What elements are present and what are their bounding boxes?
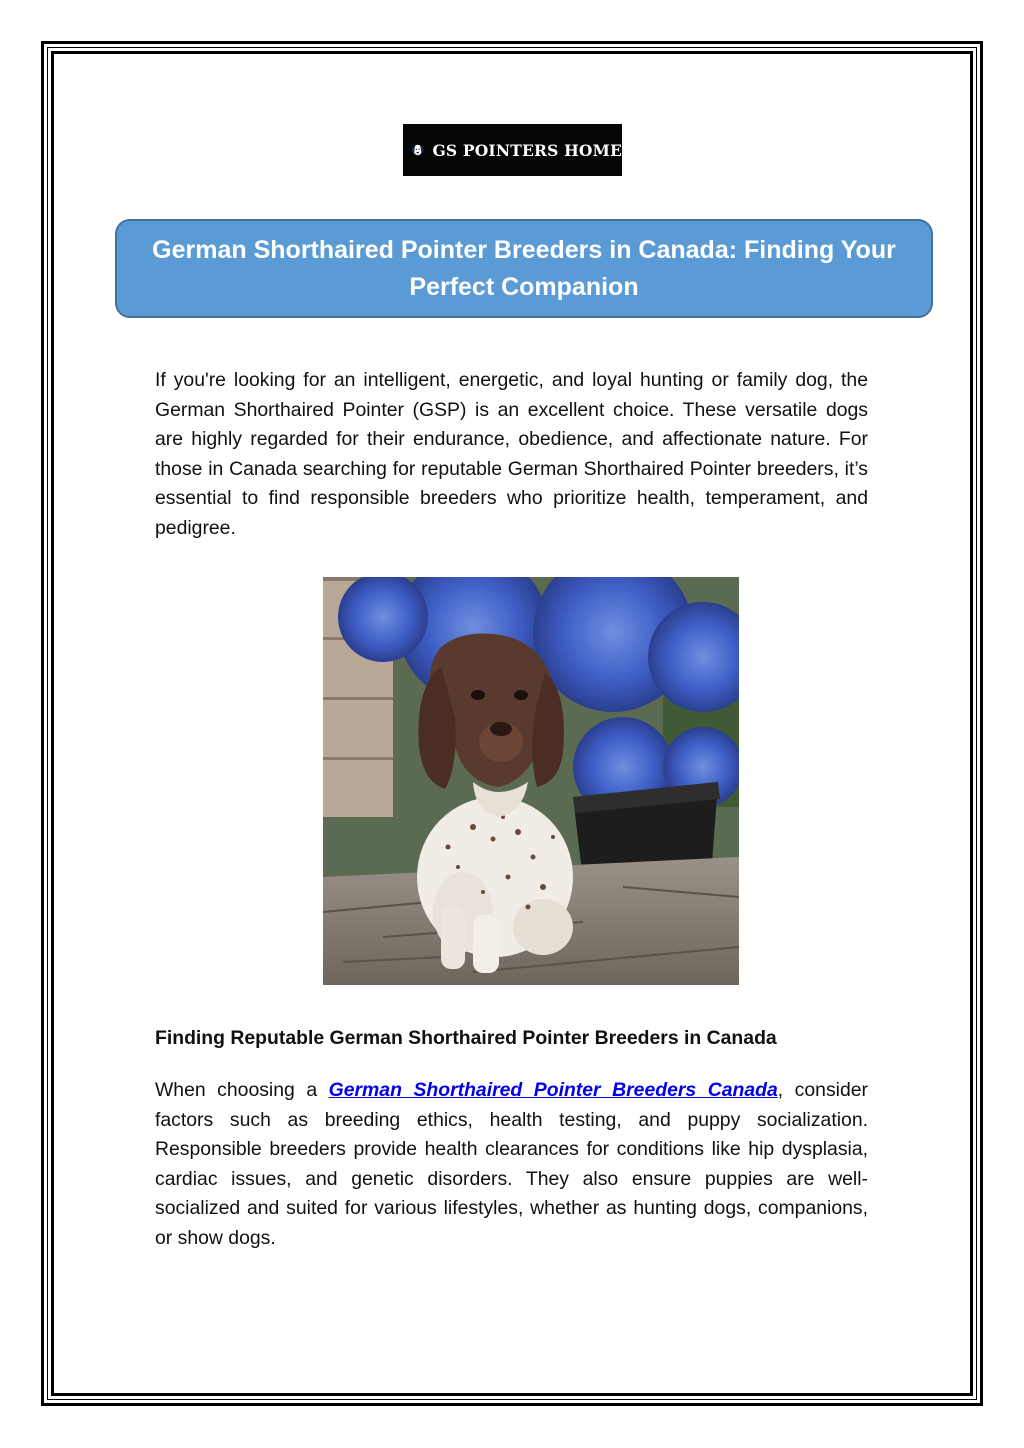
intro-paragraph: If you're looking for an intelligent, energetic, and loyal hunting or family dog, the German Shorthaired Pointer (GSP) is an excellent choice. These versatile dogs are highly regarded for their endurance, obedience, and affectionate nature. For those in Canada searching for reputable German Shorthaired Pointer breeders, it’s essential to find responsible breeders who prioritize health, temperament, and pedigree. xyxy=(155,369,868,539)
dog-face-icon xyxy=(411,130,424,170)
breeders-paragraph xyxy=(155,1076,868,1254)
title-banner xyxy=(115,219,933,318)
brand-logo xyxy=(403,124,622,176)
page-title: German Shorthaired Pointer Breeders in Canada: Finding Your Perfect Companion xyxy=(152,235,896,301)
gsp-puppy-photo xyxy=(323,577,739,985)
logo-wordmark: GS POINTERS HOME xyxy=(432,140,622,160)
section-heading: Finding Reputable German Shorthaired Pointer Breeders in Canada xyxy=(155,1027,777,1049)
paragraph-rest-text: , consider factors such as breeding ethics, health testing, and puppy socialization. Responsible breeders provide health clearances for conditions like hip dysplasia, cardiac issues, and genetic disorders. They also ensure puppies are well-socialized and suited for various lifestyles, whether as hunting dogs, companions, or show dogs. xyxy=(155,1079,868,1249)
breeders-canada-link[interactable]: German Shorthaired Pointer Breeders Canada xyxy=(328,1079,778,1101)
paragraph-lead-text: When choosing a xyxy=(155,1079,329,1101)
